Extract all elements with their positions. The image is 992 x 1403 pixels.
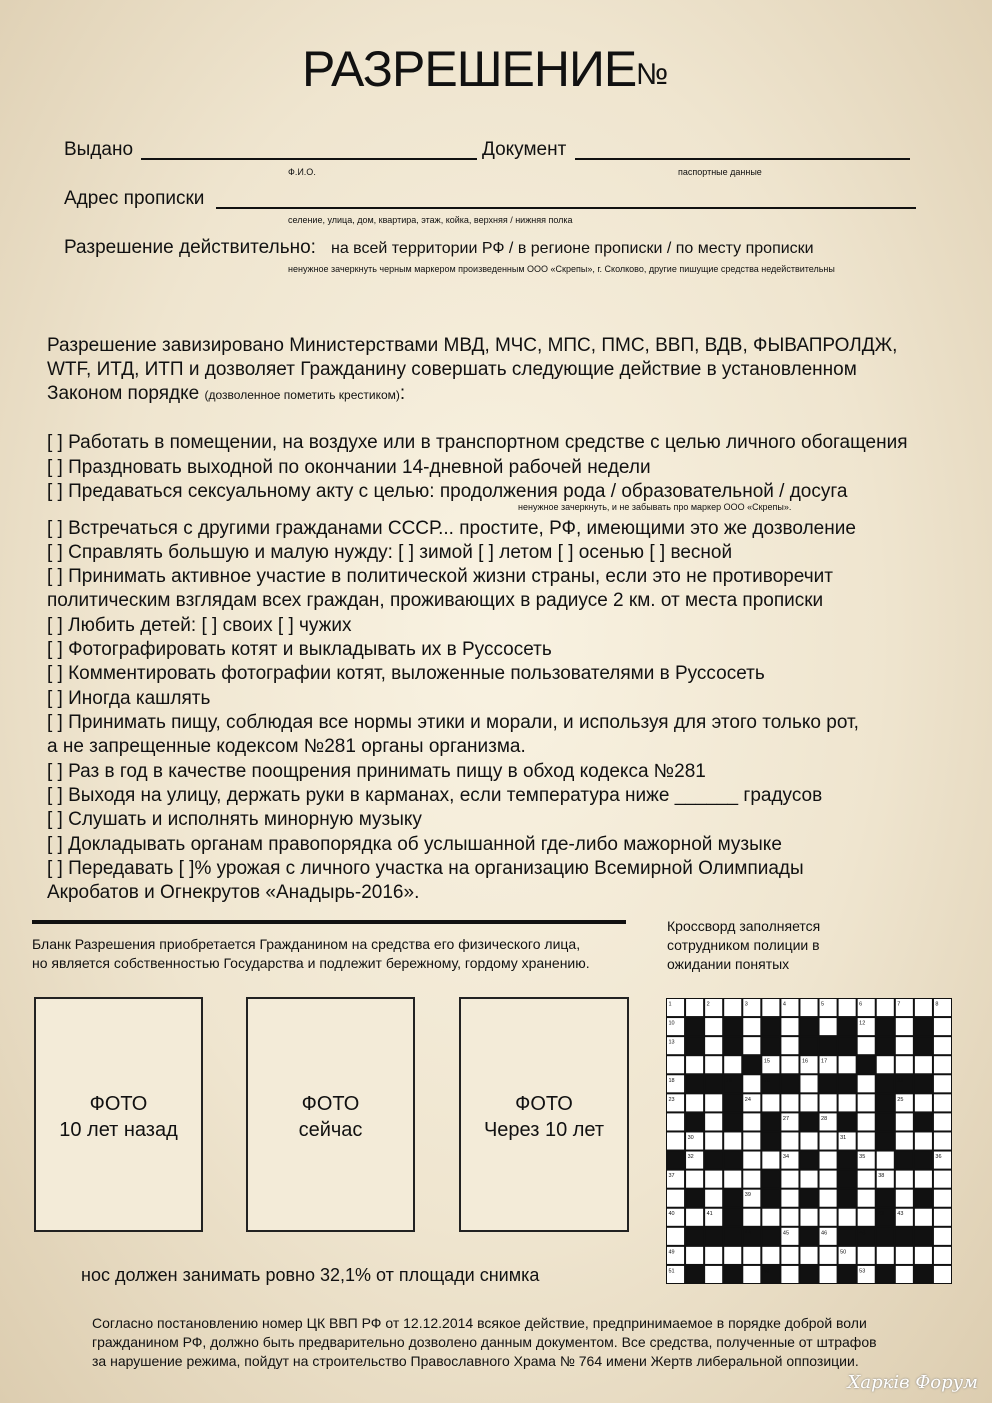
crossword-block [877, 1037, 894, 1054]
crossword-number: 5 [821, 1001, 825, 1008]
crossword-block [800, 1228, 817, 1245]
crossword-block [762, 1018, 779, 1035]
crossword-block [724, 1152, 741, 1169]
crossword-block [877, 1228, 894, 1245]
crossword-block [800, 1190, 817, 1207]
crossword-block [915, 1018, 932, 1035]
crossword-cell[interactable] [667, 1132, 684, 1149]
crossword-cell[interactable] [686, 1094, 703, 1111]
photo-label: ФОТО [89, 1093, 148, 1115]
crossword-block [705, 1075, 722, 1092]
crossword-number: 10 [668, 1020, 675, 1027]
crossword-number: 45 [782, 1230, 790, 1237]
crossword-cell[interactable] [877, 1247, 894, 1264]
crossword-number: 3 [744, 1001, 748, 1008]
crossword-number: 50 [840, 1249, 847, 1256]
crossword-cell[interactable] [781, 1094, 798, 1111]
crossword-cell[interactable] [800, 1247, 817, 1264]
crossword-cell[interactable] [934, 1247, 951, 1264]
crossword-number: 51 [668, 1268, 675, 1275]
crossword-block [686, 1266, 703, 1283]
issued-label: Выдано [64, 139, 134, 160]
validity-hint: ненужное зачеркнуть черным маркером произведенным ООО «Скрепы», г. Сколково, другие пишущие средства недействительны [288, 264, 835, 274]
crossword-cell[interactable] [820, 1190, 837, 1207]
crossword-cell[interactable] [915, 999, 932, 1016]
blank-note-line-2: но является собственностью Государства и подлежит бережному, гордому хранению. [32, 955, 590, 971]
crossword-number: 48 [859, 1230, 866, 1237]
crossword-cell[interactable] [877, 1056, 894, 1073]
crossword-cell[interactable] [820, 1247, 837, 1264]
crossword-cell[interactable] [877, 999, 894, 1016]
crossword-number: 53 [859, 1268, 866, 1275]
permission-item[interactable]: [ ] Слушать и исполнять минорную музыку [47, 809, 422, 830]
crossword-block [667, 1152, 684, 1169]
crossword-block [781, 1075, 798, 1092]
address-label: Адрес прописки [64, 188, 205, 209]
crossword-cell[interactable] [934, 1094, 951, 1111]
crossword-cell[interactable] [858, 1037, 875, 1054]
permission-item[interactable]: [ ] Иногда кашлять [47, 688, 211, 709]
crossword-block [877, 1075, 894, 1092]
crossword-block [686, 1018, 703, 1035]
crossword-cell[interactable] [858, 1094, 875, 1111]
crossword-cell[interactable] [858, 1132, 875, 1149]
crossword-cell[interactable] [781, 1209, 798, 1226]
crossword-cell[interactable] [800, 999, 817, 1016]
crossword-cell[interactable] [934, 1037, 951, 1054]
crossword-cell[interactable] [705, 1190, 722, 1207]
crossword-block [724, 1209, 741, 1226]
crossword-number: 20 [763, 1077, 770, 1084]
permission-item[interactable]: [ ] Докладывать органам правопорядка об услышанной где-либо мажорной музыке [47, 834, 782, 855]
address-field[interactable] [216, 207, 916, 209]
footer-line-2: гражданином РФ, должно быть предварительно дозволено данным документом. Все средства, полученные от штрафов [92, 1334, 877, 1350]
crossword-block [724, 1190, 741, 1207]
crossword-number: 38 [878, 1173, 885, 1180]
crossword-block [839, 1113, 856, 1130]
crossword-block [839, 1075, 856, 1092]
intro-line-3-small: (дозволенное пометить крестиком) [204, 388, 400, 402]
crossword-block [686, 1113, 703, 1130]
crossword-cell[interactable] [781, 1132, 798, 1149]
permission-item[interactable]: [ ] Принимать активное участие в политической жизни страны, если это не противоречит [47, 566, 833, 587]
crossword-cell[interactable] [705, 1018, 722, 1035]
crossword-block [686, 1190, 703, 1207]
crossword-block [800, 1018, 817, 1035]
crossword-number: 43 [897, 1211, 904, 1218]
crossword-cell[interactable] [934, 1171, 951, 1188]
crossword-cell[interactable] [915, 1132, 932, 1149]
crossword-cell[interactable] [667, 1228, 684, 1245]
crossword-cell[interactable] [781, 1247, 798, 1264]
photo-label: ФОТО [515, 1093, 573, 1115]
crossword-cell[interactable] [724, 999, 741, 1016]
photo-caption: Через 10 лет [483, 1119, 605, 1141]
crossword-cell[interactable] [858, 1209, 875, 1226]
permission-item[interactable]: [ ] Фотографировать котят и выкладывать их в Руссосеть [47, 639, 552, 660]
crossword-cell[interactable] [915, 1056, 932, 1073]
crossword-block [705, 1152, 722, 1169]
crossword-cell[interactable] [934, 1190, 951, 1207]
crossword-block [705, 1228, 722, 1245]
crossword-number: 13 [668, 1039, 675, 1046]
validity-label: Разрешение действительно: [64, 237, 316, 258]
crossword-block [877, 1113, 894, 1130]
crossword-block [724, 1094, 741, 1111]
crossword-cell[interactable] [800, 1171, 817, 1188]
crossword-block [800, 1037, 817, 1054]
crossword-number: 19 [725, 1077, 732, 1084]
intro-line-3-main: Законом порядке [47, 383, 200, 404]
permission-item[interactable]: [ ] Любить детей: [ ] своих [ ] чужих [47, 615, 352, 636]
crossword-cell[interactable] [820, 1266, 837, 1283]
crossword-block [877, 1190, 894, 1207]
watermark: Харків Форум [847, 1372, 978, 1393]
crossword-cell[interactable] [800, 1075, 817, 1092]
crossword-cell[interactable] [705, 1266, 722, 1283]
crossword-block [915, 1190, 932, 1207]
crossword-block [800, 1113, 817, 1130]
permission-item[interactable]: [ ] Праздновать выходной по окончании 14-дневной рабочей недели [47, 457, 651, 478]
crossword-number: 7 [897, 1001, 901, 1008]
crossword-cell[interactable] [820, 1209, 837, 1226]
crossword-cell[interactable] [915, 1209, 932, 1226]
crossword-cell[interactable] [743, 1113, 760, 1130]
crossword-block [762, 1190, 779, 1207]
crossword-cell[interactable] [743, 1171, 760, 1188]
crossword-number: 18 [668, 1077, 675, 1084]
issued-field[interactable] [141, 158, 477, 160]
crossword-cell[interactable] [800, 1209, 817, 1226]
crossword-block [839, 1018, 856, 1035]
crossword-cell[interactable] [820, 1171, 837, 1188]
crossword-cell[interactable] [743, 1037, 760, 1054]
crossword-cell[interactable] [934, 1056, 951, 1073]
intro-line-3 [47, 382, 897, 407]
crossword-number: 34 [782, 1154, 790, 1161]
crossword-number: 21 [897, 1077, 904, 1084]
permission-item[interactable]: [ ] Передавать [ ]% урожая с личного участка на организацию Всемирной Олимпиады [47, 858, 804, 879]
crossword-cell[interactable] [705, 1171, 722, 1188]
issued-hint: Ф.И.О. [288, 167, 316, 177]
crossword-block [762, 1037, 779, 1054]
crossword-cell[interactable] [896, 1247, 913, 1264]
crossword-block [743, 1056, 760, 1073]
item-3-note: ненужное зачеркнуть, и не забывать про маркер ООО «Скрепы». [518, 502, 792, 512]
crossword-block [839, 1228, 856, 1245]
crossword-cell[interactable] [667, 1056, 684, 1073]
document-hint: паспортные данные [678, 167, 762, 177]
document-field[interactable] [575, 158, 910, 160]
crossword-block [800, 1152, 817, 1169]
crossword-cell[interactable] [743, 1266, 760, 1283]
permission-item[interactable]: [ ] Работать в помещении, на воздухе или в транспортном средстве с целью личного обогащения [47, 432, 908, 453]
crossword-block [724, 1266, 741, 1283]
crossword-cell[interactable] [934, 1075, 951, 1092]
crossword-block [762, 1171, 779, 1188]
intro-line-2: WTF, ИТД, ИТП и дозволяет Гражданину совершать следующие действие в установленном [47, 359, 857, 380]
permission-item[interactable]: [ ] Комментировать фотографии котят, выложенные пользователями в Руссосеть [47, 663, 765, 684]
crossword-cell[interactable] [762, 1094, 779, 1111]
document-label: Документ [482, 139, 567, 160]
intro-line-3-end: : [399, 383, 406, 404]
crossword-number: 37 [668, 1173, 675, 1180]
crossword-number: 16 [801, 1058, 809, 1065]
crossword-cell[interactable] [705, 1037, 722, 1054]
crossword-cell[interactable] [781, 1190, 798, 1207]
crossword-cell[interactable] [896, 1171, 913, 1188]
crossword-number: 23 [668, 1096, 675, 1103]
crossword-number: 12 [859, 1020, 866, 1027]
crossword-number: 1 [668, 1001, 672, 1008]
crossword-cell[interactable] [743, 1152, 760, 1169]
crossword-block [915, 1152, 932, 1169]
crossword-block [820, 1037, 837, 1054]
crossword-cell[interactable] [896, 1056, 913, 1073]
crossword-block [896, 1152, 913, 1169]
crossword-cell[interactable] [934, 1209, 951, 1226]
crossword-cell[interactable] [820, 1132, 837, 1149]
crossword-cell[interactable] [781, 1056, 798, 1073]
crossword-block [686, 1037, 703, 1054]
crossword-cell[interactable] [820, 1094, 837, 1111]
crossword-block [762, 1228, 779, 1245]
crossword-svg[interactable] [666, 998, 952, 1284]
crossword-cell[interactable] [686, 1171, 703, 1188]
photo-label: ФОТО [301, 1093, 360, 1115]
crossword-cell[interactable] [858, 1171, 875, 1188]
crossword-number: 2 [706, 1001, 710, 1008]
permission-item[interactable]: [ ] Раз в год в качестве поощрения принимать пищу в обход кодекса №281 [47, 761, 706, 782]
crossword-number: 24 [744, 1096, 751, 1103]
crossword-number: 8 [935, 1001, 939, 1008]
crossword-block [858, 1056, 875, 1073]
crossword-block [915, 1266, 932, 1283]
crossword-cell[interactable] [762, 1152, 779, 1169]
crossword-block [877, 1266, 894, 1283]
crossword-cell[interactable] [743, 1247, 760, 1264]
crossword-cell[interactable] [934, 1228, 951, 1245]
section-divider [32, 920, 626, 924]
crossword-cell[interactable] [686, 1247, 703, 1264]
crossword-note-line-1: Кроссворд заполняется [667, 918, 821, 934]
crossword-block [762, 1113, 779, 1130]
crossword-cell[interactable] [934, 1132, 951, 1149]
photo-note: нос должен занимать ровно 32,1% от площади снимка [81, 1265, 540, 1285]
crossword-cell[interactable] [934, 1113, 951, 1130]
crossword-cell[interactable] [781, 1266, 798, 1283]
crossword-cell[interactable] [915, 1094, 932, 1111]
crossword-block [915, 1228, 932, 1245]
crossword-cell[interactable] [705, 1132, 722, 1149]
crossword-cell[interactable] [762, 1209, 779, 1226]
crossword-block [839, 1171, 856, 1188]
crossword-number: 52 [763, 1268, 770, 1275]
blank-note-line-1: Бланк Разрешения приобретается Гражданином на средства его физического лица, [32, 936, 581, 952]
crossword-cell[interactable] [839, 1209, 856, 1226]
crossword-number: 35 [859, 1154, 866, 1161]
number-sign: № [636, 58, 669, 91]
crossword-cell[interactable] [858, 1113, 875, 1130]
crossword-block [762, 1132, 779, 1149]
crossword-note-line-3: ожидании понятых [667, 956, 790, 972]
crossword-cell[interactable] [800, 1094, 817, 1111]
crossword-number: 40 [668, 1211, 675, 1218]
crossword-cell[interactable] [743, 1132, 760, 1149]
crossword-cell[interactable] [858, 1075, 875, 1092]
crossword-cell[interactable] [896, 1132, 913, 1149]
crossword-block [877, 1132, 894, 1149]
crossword-number: 6 [859, 1001, 863, 1008]
crossword-block [839, 1152, 856, 1169]
crossword-cell[interactable] [743, 1018, 760, 1035]
permission-item[interactable]: [ ] Встречаться с другими гражданами СССР... простите, РФ, имеющими это же дозволение [47, 518, 856, 539]
permission-item-continuation: политическим взглядам всех граждан, проживающих в радиусе 2 км. от места прописки [47, 590, 824, 611]
crossword-cell[interactable] [705, 1056, 722, 1073]
crossword-cell[interactable] [724, 1132, 741, 1149]
crossword-cell[interactable] [724, 1056, 741, 1073]
crossword-cell[interactable] [915, 1171, 932, 1188]
photo-caption: сейчас [298, 1119, 363, 1141]
crossword-number: 39 [744, 1192, 751, 1199]
crossword-cell[interactable] [896, 1190, 913, 1207]
crossword-block [820, 1075, 837, 1092]
permission-item-continuation: Акробатов и Огнекрутов «Анадырь-2016». [47, 882, 420, 903]
crossword-block [800, 1266, 817, 1283]
crossword-number: 32 [687, 1154, 694, 1161]
crossword-block [686, 1228, 703, 1245]
crossword-number: 4 [782, 1001, 786, 1008]
crossword-block [915, 1075, 932, 1092]
crossword-number: 25 [897, 1096, 904, 1103]
crossword-block [896, 1228, 913, 1245]
crossword-number: 15 [763, 1058, 770, 1065]
crossword-cell[interactable] [820, 1018, 837, 1035]
crossword-cell[interactable] [896, 1037, 913, 1054]
crossword-cell[interactable] [820, 1152, 837, 1169]
crossword-cell[interactable] [667, 1190, 684, 1207]
crossword-cell[interactable] [896, 1018, 913, 1035]
blank-note [32, 935, 590, 973]
crossword-block [877, 1094, 894, 1111]
validity-options: на всей территории РФ / в регионе прописки / по месту прописки [331, 240, 814, 257]
crossword-number: 17 [821, 1058, 828, 1065]
crossword-cell[interactable] [667, 1113, 684, 1130]
crossword-number: 44 [744, 1230, 751, 1237]
crossword-cell[interactable] [781, 1171, 798, 1188]
crossword-cell[interactable] [877, 1152, 894, 1169]
permission-item-continuation: а не запрещенные кодексом №281 органы организма. [47, 736, 526, 757]
crossword-block [877, 1018, 894, 1035]
crossword-cell[interactable] [934, 1018, 951, 1035]
crossword-number: 30 [687, 1134, 694, 1141]
crossword-cell[interactable] [705, 1113, 722, 1130]
crossword-cell[interactable] [762, 999, 779, 1016]
crossword-cell[interactable] [781, 1018, 798, 1035]
crossword-block [839, 1190, 856, 1207]
crossword-cell[interactable] [839, 1094, 856, 1111]
crossword-cell[interactable] [934, 1266, 951, 1283]
crossword-number: 46 [821, 1230, 828, 1237]
crossword-number: 27 [782, 1115, 790, 1122]
page-title: РАЗРЕШЕНИЕ [302, 41, 637, 97]
crossword-cell[interactable] [858, 1247, 875, 1264]
crossword-number: 41 [706, 1211, 713, 1218]
crossword-cell[interactable] [686, 1056, 703, 1073]
crossword-cell[interactable] [839, 999, 856, 1016]
crossword-note [667, 917, 820, 974]
footer-line-1: Согласно постановлению номер ЦК ВВП РФ от 12.12.2014 всякое действие, предпринимаемое в порядке доброй воли [92, 1315, 867, 1331]
footer-text [92, 1314, 877, 1371]
crossword-cell[interactable] [800, 1132, 817, 1149]
permission-item[interactable]: [ ] Выходя на улицу, держать руки в карманах, если температура ниже ______ градусов [47, 785, 823, 806]
crossword-block [724, 1037, 741, 1054]
crossword-number: 42 [878, 1211, 885, 1218]
photo-frame-future[interactable] [459, 997, 629, 1232]
crossword-block [839, 1037, 856, 1054]
crossword-cell[interactable] [762, 1247, 779, 1264]
crossword-cell[interactable] [858, 1190, 875, 1207]
crossword-block [839, 1266, 856, 1283]
crossword-cell[interactable] [896, 1266, 913, 1283]
crossword-number: 31 [840, 1134, 847, 1141]
crossword-cell[interactable] [686, 1209, 703, 1226]
photo-caption: 10 лет назад [59, 1119, 178, 1141]
crossword-cell[interactable] [686, 999, 703, 1016]
crossword-cell[interactable] [705, 1094, 722, 1111]
crossword-cell[interactable] [743, 1075, 760, 1092]
crossword-block [724, 1228, 741, 1245]
crossword-block [915, 1037, 932, 1054]
crossword-cell[interactable] [724, 1171, 741, 1188]
intro-line-1: Разрешение завизировано Министерствами МВД, МЧС, МПС, ПМС, ВВП, ВДВ, ФЫВАПРОЛДЖ, [47, 335, 898, 356]
crossword-cell[interactable] [839, 1056, 856, 1073]
crossword-block [915, 1113, 932, 1130]
crossword-number: 49 [668, 1249, 675, 1256]
photo-frame-past[interactable] [34, 997, 203, 1232]
permission-item[interactable]: [ ] Предаваться сексуальному акту с целью: продолжения рода / образовательной / досуга [47, 481, 848, 502]
crossword-cell[interactable] [781, 1037, 798, 1054]
footer-line-3: за нарушение режима, пойдут на строительство Православного Храма № 764 имени Жертв либеральной оппозиции. [92, 1353, 859, 1369]
intro-paragraph [47, 334, 897, 407]
permission-item[interactable]: [ ] Справлять большую и малую нужду: [ ] зимой [ ] летом [ ] осенью [ ] весной [47, 542, 733, 563]
crossword-block [724, 1018, 741, 1035]
crossword-number: 28 [821, 1115, 828, 1122]
crossword-block [724, 1113, 741, 1130]
crossword-cell[interactable] [705, 1247, 722, 1264]
crossword-cell[interactable] [915, 1247, 932, 1264]
crossword-number: 36 [935, 1154, 942, 1161]
crossword-cell[interactable] [896, 1113, 913, 1130]
crossword-cell[interactable] [724, 1247, 741, 1264]
crossword-note-line-2: сотрудником полиции в [667, 937, 820, 953]
crossword-cell[interactable] [743, 1209, 760, 1226]
crossword-grid[interactable] [666, 998, 952, 1284]
address-hint: селение, улица, дом, квартира, этаж, койка, верхняя / нижняя полка [288, 215, 573, 225]
photo-frame-now[interactable] [246, 997, 415, 1232]
permission-item[interactable]: [ ] Принимать пищу, соблюдая все нормы этики и морали, и используя для этого только рот, [47, 712, 859, 733]
crossword-block [686, 1075, 703, 1092]
